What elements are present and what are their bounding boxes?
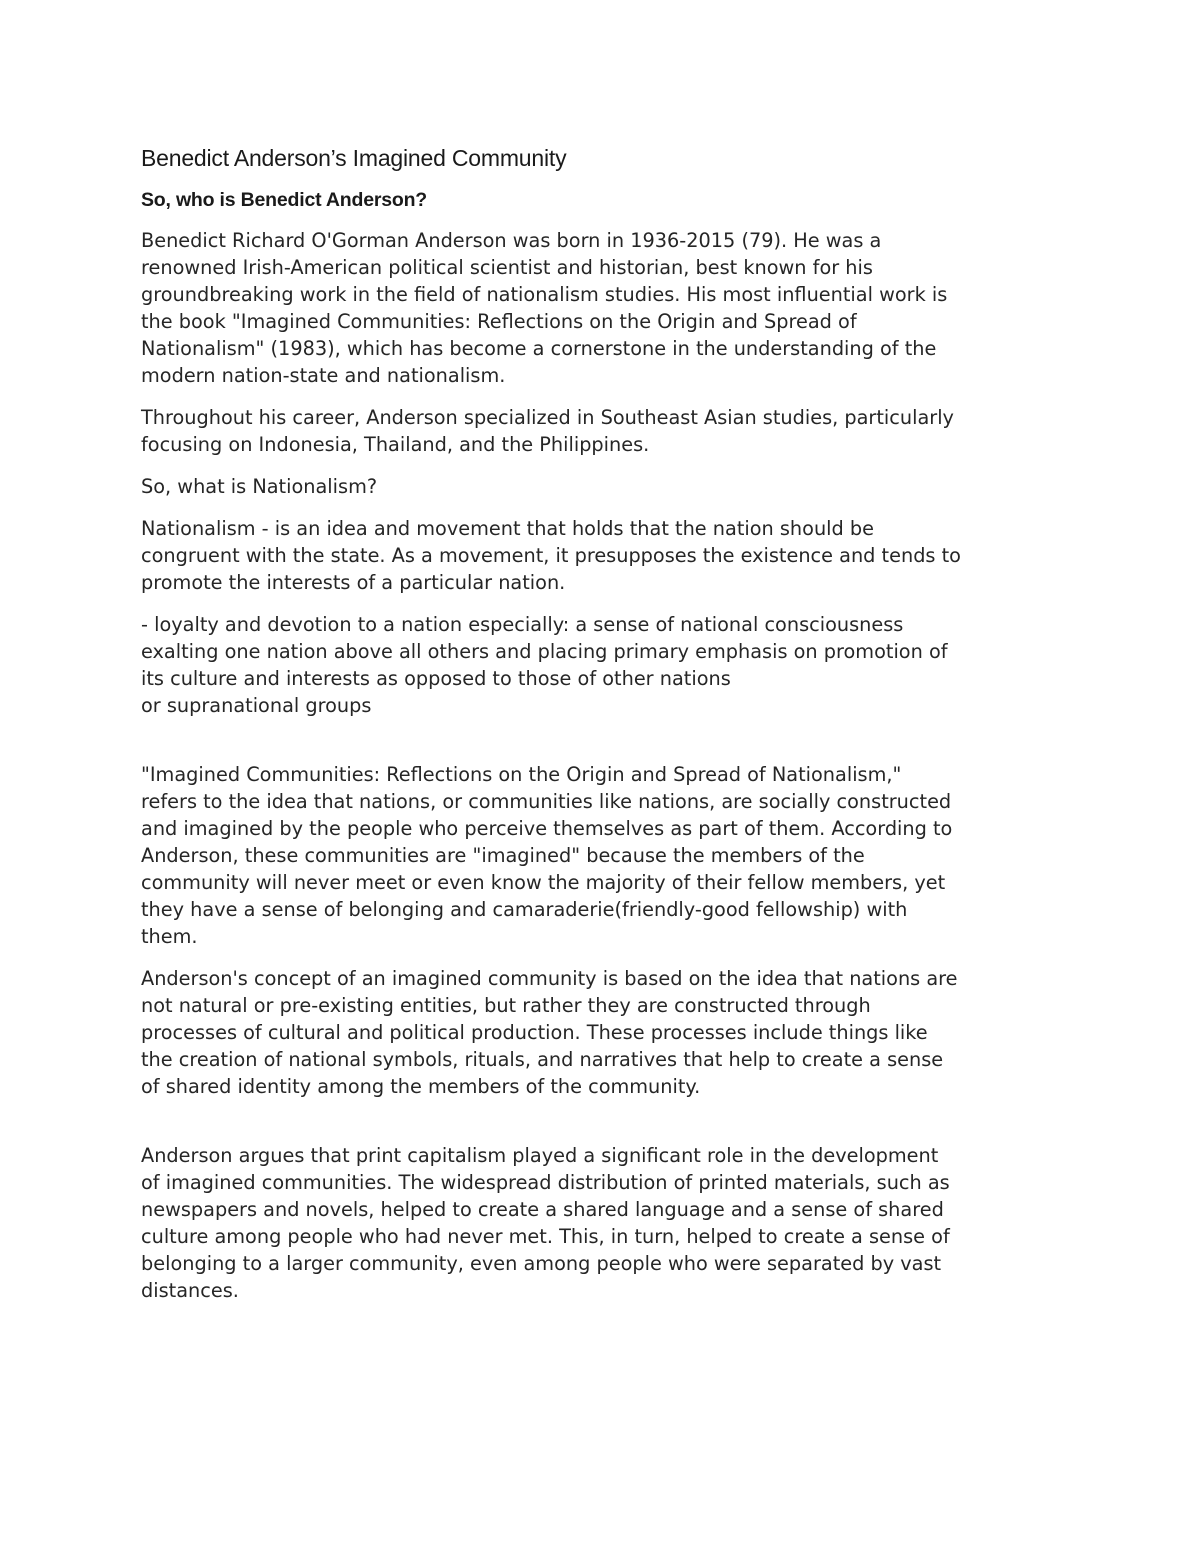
paragraph-nationalism-definition: Nationalism - is an idea and movement that holds that the nation should be congruent with the state. As a movement, it presupposes the existence and tends to promote the interests of a particular nation. <box>141 517 961 594</box>
question-nationalism: So, what is Nationalism? <box>141 475 378 498</box>
section-heading-who: So, who is Benedict Anderson? <box>141 189 428 211</box>
paragraph-print-capitalism: Anderson argues that print capitalism played a significant role in the development of imagined communities. The widespread distribution of printed materials, such as newspapers and novels, helped to create a shared language and a sense of shared culture among people who had never met. This, in turn, helped to create a sense of belonging to a larger community, even among people who were separated by vast distances. <box>141 1144 950 1302</box>
paragraph-loyalty: - loyalty and devotion to a nation especially: a sense of national consciousness exalting one nation above all others and placing primary emphasis on promotion of its culture and interests as opposed to those of other nations or supranational groups <box>141 613 948 717</box>
document-title: Benedict Anderson’s Imagined Community <box>141 145 567 171</box>
document-body <box>141 143 1071 1319</box>
paragraph-imagined-communities: "Imagined Communities: Reflections on the Origin and Spread of Nationalism," refers to the idea that nations, or communities like nations, are socially constructed and imagined by the people who perceive themselves as part of them. According to Anderson, these communities are "imagined" because the members of the community will never meet or even know the majority of their fellow members, yet they have a sense of belonging and camaraderie(friendly-good fellowship) with them. <box>141 763 953 948</box>
paragraph-concept: Anderson's concept of an imagined community is based on the idea that nations are not natural or pre-existing entities, but rather they are constructed through processes of cultural and political production. These processes include things like the creation of national symbols, rituals, and narratives that help to create a sense of shared identity among the members of the community. <box>141 967 958 1098</box>
paragraph-career: Throughout his career, Anderson specialized in Southeast Asian studies, particularly focusing on Indonesia, Thailand, and the Philippines. <box>141 406 954 456</box>
blank-line <box>141 734 1071 761</box>
paragraph-biography: Benedict Richard O'Gorman Anderson was born in 1936-2015 (79). He was a renowned Irish-American political scientist and historian, best known for his groundbreaking work in the field of nationalism studies. His most influential work is the book "Imagined Communities: Reflections on the Origin and Spread of Nationalism" (1983), which has become a cornerstone in the understanding of the modern nation-state and nationalism. <box>141 229 948 387</box>
blank-line <box>141 1115 1071 1142</box>
